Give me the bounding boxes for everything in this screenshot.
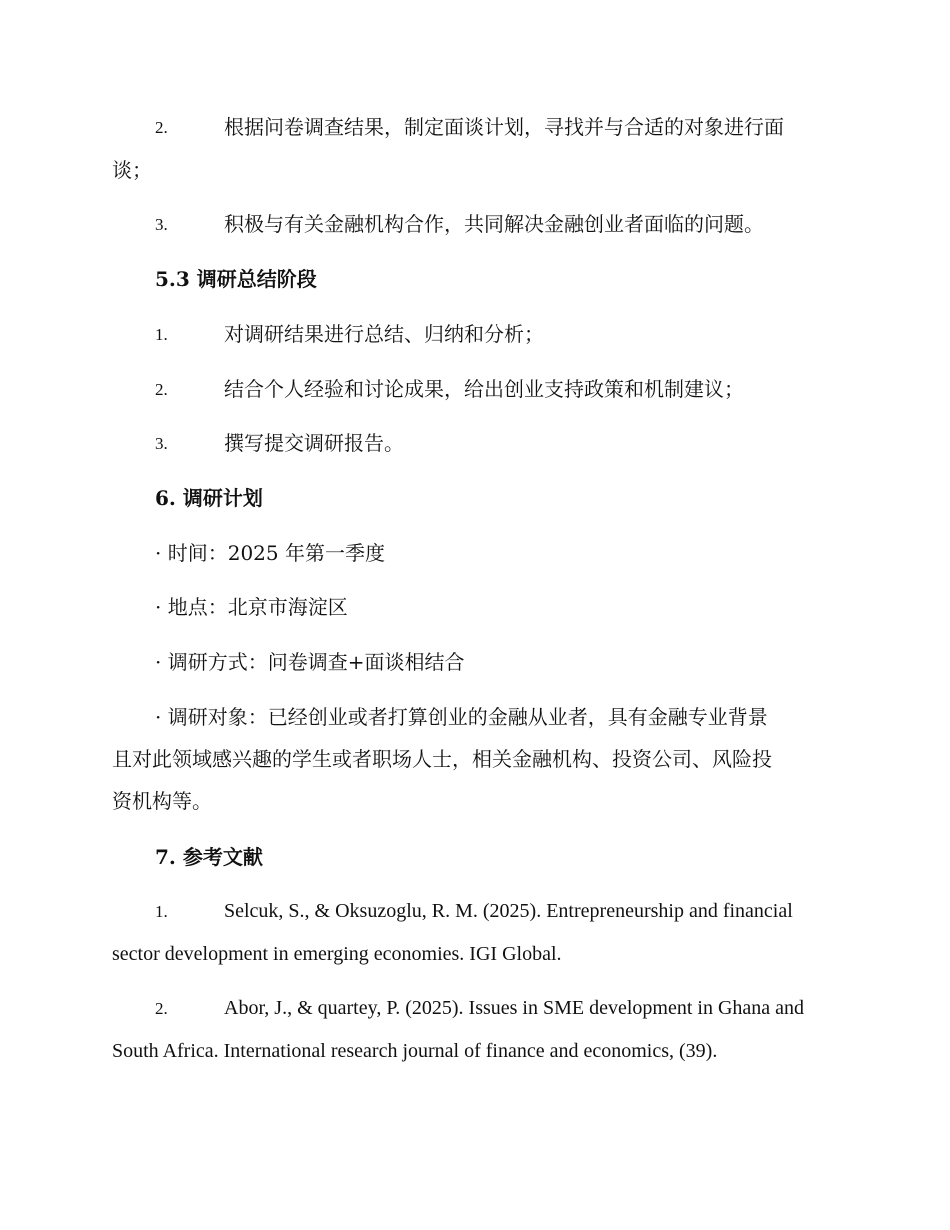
bullet-place: · 地点：北京市海淀区 bbox=[155, 595, 348, 619]
reference-text: Selcuk, S., & Oksuzoglu, R. M. (2025). Entrepreneurship and financial bbox=[224, 900, 793, 922]
list-item-text: 对调研结果进行总结、归纳和分析； bbox=[224, 322, 544, 346]
list-item-number: 1. bbox=[155, 325, 168, 344]
list-item-text: 根据问卷调查结果，制定面谈计划，寻找并与合适的对象进行面 bbox=[224, 115, 784, 139]
bullet-target-continued: 资机构等。 bbox=[112, 789, 212, 813]
reference-text: Abor, J., & quartey, P. (2025). Issues in SME development in Ghana and bbox=[224, 997, 805, 1019]
list-item-text: 结合个人经验和讨论成果，给出创业支持政策和机制建议； bbox=[224, 377, 744, 401]
list-item-number: 3. bbox=[155, 215, 168, 234]
list-item-text: 积极与有关金融机构合作，共同解决金融创业者面临的问题。 bbox=[224, 212, 764, 236]
bullet-target: · 调研对象：已经创业或者打算创业的金融从业者，具有金融专业背景 bbox=[155, 705, 768, 729]
list-item-text: 撰写提交调研报告。 bbox=[224, 431, 404, 455]
bullet-target-continued: 且对此领域感兴趣的学生或者职场人士，相关金融机构、投资公司、风险投 bbox=[112, 747, 772, 771]
list-item-number: 2. bbox=[155, 118, 168, 137]
reference-text-continued: South Africa. International research journal of finance and economics, (39). bbox=[112, 1040, 718, 1062]
reference-number: 1. bbox=[155, 902, 168, 921]
section-heading-5-3: 5.3 调研总结阶段 bbox=[155, 267, 317, 291]
list-item-number: 2. bbox=[155, 380, 168, 399]
list-item-text-continued: 谈； bbox=[112, 158, 152, 182]
reference-text-continued: sector development in emerging economies. IGI Global. bbox=[112, 943, 562, 965]
reference-number: 2. bbox=[155, 999, 168, 1018]
section-heading-7: 7. 参考文献 bbox=[155, 845, 263, 869]
list-item-number: 3. bbox=[155, 434, 168, 453]
bullet-time: · 时间：2025 年第一季度 bbox=[155, 541, 385, 565]
section-heading-6: 6. 调研计划 bbox=[155, 486, 263, 510]
bullet-method: · 调研方式：问卷调查+面谈相结合 bbox=[155, 650, 465, 674]
